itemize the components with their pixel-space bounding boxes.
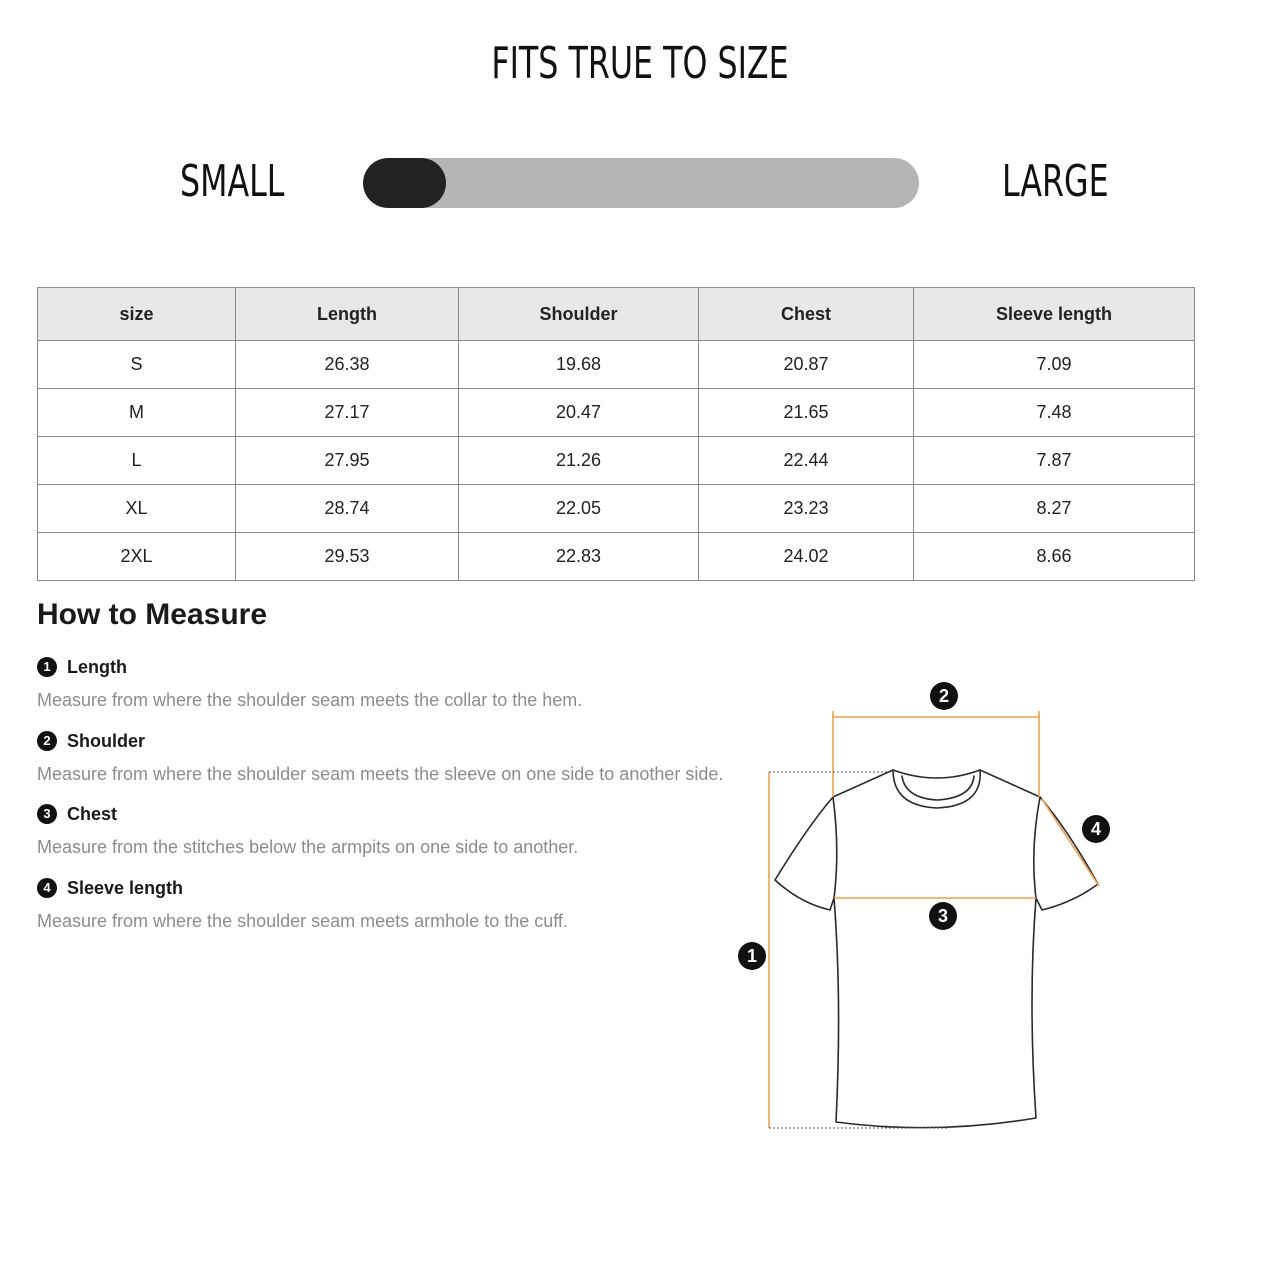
cell-size: S [38, 341, 236, 389]
step-title: Sleeve length [67, 877, 184, 898]
cell-length: 26.38 [236, 341, 459, 389]
number-4-icon: 4 [37, 878, 57, 898]
header-size: size [38, 288, 236, 341]
cell-length: 27.17 [236, 389, 459, 437]
number-2-icon: 2 [37, 731, 57, 751]
cell-length: 28.74 [236, 485, 459, 533]
cell-chest: 23.23 [699, 485, 914, 533]
marker-1 [738, 942, 766, 970]
cell-sleeve-length: 7.87 [914, 437, 1195, 485]
cell-sleeve-length: 7.09 [914, 341, 1195, 389]
header-shoulder: Shoulder [459, 288, 699, 341]
step-description: Measure from where the shoulder seam meets the sleeve on one side to another side. [37, 764, 724, 784]
how-to-measure-heading: How to Measure [37, 598, 268, 631]
cell-shoulder: 22.83 [459, 533, 699, 581]
length-guide-lines [769, 772, 948, 1128]
cell-shoulder: 21.26 [459, 437, 699, 485]
marker-3-label: 3 [937, 906, 949, 926]
cell-shoulder: 19.68 [459, 341, 699, 389]
step-title: Length [67, 656, 127, 677]
cell-sleeve-length: 8.66 [914, 533, 1195, 581]
cell-chest: 21.65 [699, 389, 914, 437]
step-title: Shoulder [67, 730, 146, 751]
marker-4-label: 4 [1090, 819, 1102, 839]
number-3-icon: 3 [37, 804, 57, 824]
number-1-icon: 1 [37, 657, 57, 677]
marker-3 [929, 902, 957, 930]
marker-2 [930, 682, 958, 710]
fit-title: FITS TRUE TO SIZE [491, 38, 789, 89]
cell-size: XL [38, 485, 236, 533]
cell-chest: 22.44 [699, 437, 914, 485]
cell-shoulder: 20.47 [459, 389, 699, 437]
cell-chest: 20.87 [699, 341, 914, 389]
marker-4 [1082, 815, 1110, 843]
cell-size: L [38, 437, 236, 485]
cell-size: 2XL [38, 533, 236, 581]
step-title: Chest [67, 803, 118, 824]
cell-length: 29.53 [236, 533, 459, 581]
sleeve-measure-line [1042, 799, 1102, 886]
marker-2-label: 2 [938, 686, 950, 706]
step-description: Measure from where the shoulder seam meets armhole to the cuff. [37, 911, 568, 931]
step-description: Measure from where the shoulder seam meets the collar to the hem. [37, 690, 583, 710]
cell-chest: 24.02 [699, 533, 914, 581]
fit-max-label: LARGE [1002, 156, 1109, 207]
fit-min-label: SMALL [180, 156, 285, 207]
step-description: Measure from the stitches below the armpits on one side to another. [37, 837, 579, 857]
cell-shoulder: 22.05 [459, 485, 699, 533]
cell-length: 27.95 [236, 437, 459, 485]
header-length: Length [236, 288, 459, 341]
header-sleeve-length: Sleeve length [914, 288, 1195, 341]
tshirt-outline [775, 770, 1098, 1128]
header-chest: Chest [699, 288, 914, 341]
cell-size: M [38, 389, 236, 437]
cell-sleeve-length: 8.27 [914, 485, 1195, 533]
cell-sleeve-length: 7.48 [914, 389, 1195, 437]
marker-1-label: 1 [746, 946, 758, 966]
